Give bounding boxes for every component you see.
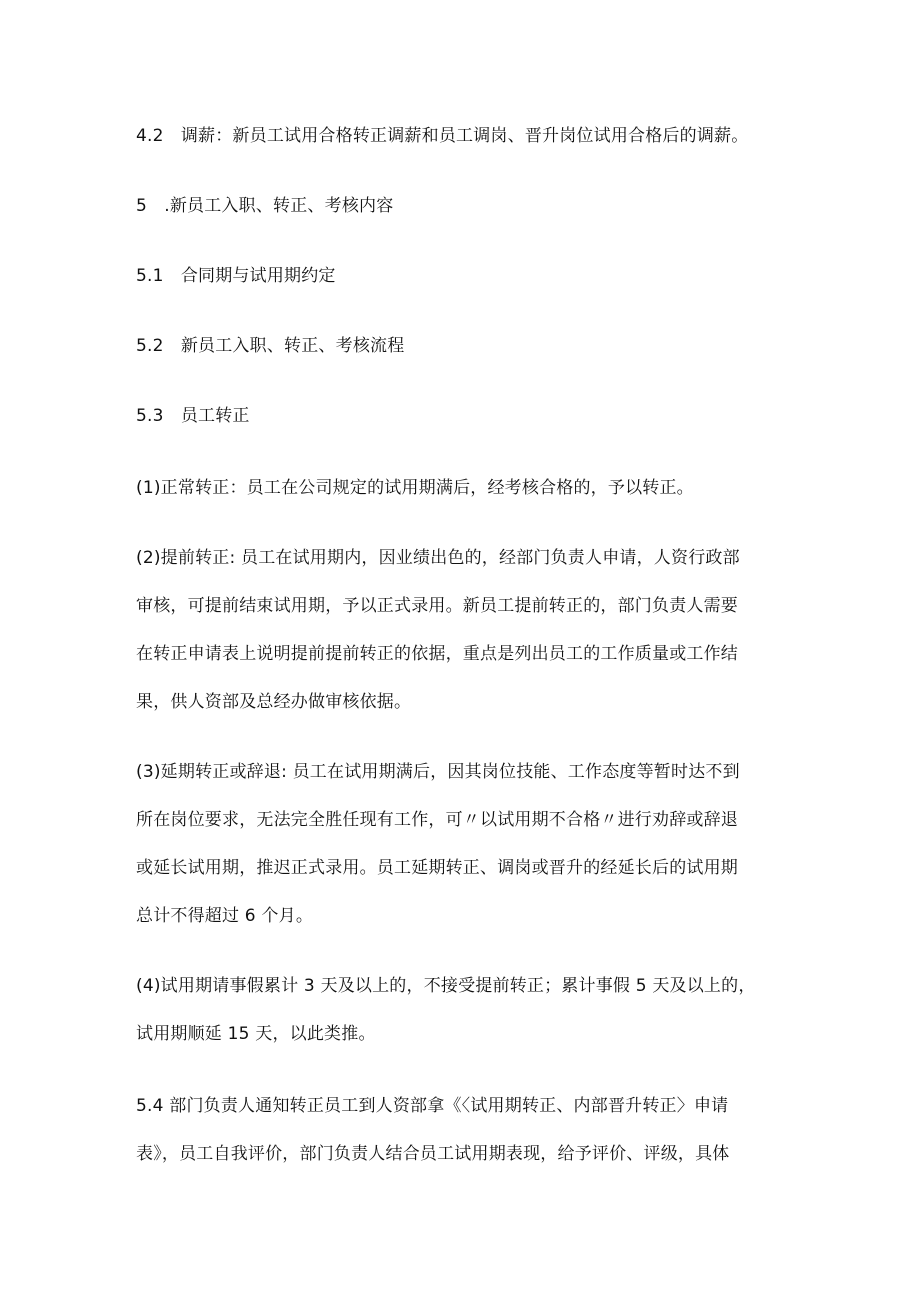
- paragraph-4-line-2: 试用期顺延 15 天，以此类推。: [136, 1024, 376, 1044]
- section-4-2-line-1: 4.2 调薪：新员工试用合格转正调薪和员工调岗、晋升岗位试用合格后的调薪。: [136, 126, 749, 146]
- paragraph-3-line-3: 或延长试用期，推迟正式录用。员工延期转正、调岗或晋升的经延长后的试用期: [136, 858, 738, 878]
- section-5-heading: 5 .新员工入职、转正、考核内容: [136, 196, 394, 216]
- paragraph-2-line-4: 果，供人资部及总经办做审核依据。: [136, 692, 412, 712]
- section-5-1-heading: 5.1 合同期与试用期约定: [136, 266, 336, 286]
- paragraph-2-line-2: 审核，可提前结束试用期，予以正式录用。新员工提前转正的，部门负责人需要: [136, 596, 738, 616]
- section-5-4-line-1: 5.4 部门负责人通知转正员工到人资部拿《〈试用期转正、内部晋升转正〉申请: [136, 1096, 729, 1116]
- paragraph-2-line-1: (2)提前转正: 员工在试用期内，因业绩出色的，经部门负责人申请，人资行政部: [136, 548, 740, 568]
- section-5-2-heading: 5.2 新员工入职、转正、考核流程: [136, 336, 405, 356]
- paragraph-4-line-1: (4)试用期请事假累计 3 天及以上的，不接受提前转正；累计事假 5 天及以上的，: [136, 976, 756, 996]
- section-5-3-heading: 5.3 员工转正: [136, 406, 250, 426]
- paragraph-1-line-1: (1)正常转正：员工在公司规定的试用期满后，经考核合格的，予以转正。: [136, 478, 694, 498]
- section-5-4-line-2: 表》，员工自我评价，部门负责人结合员工试用期表现，给予评价、评级，具体: [136, 1144, 730, 1164]
- paragraph-3-line-2: 所在岗位要求，无法完全胜任现有工作，可〃以试用期不合格〃进行劝辞或辞退: [136, 810, 738, 830]
- paragraph-3-line-1: (3)延期转正或辞退: 员工在试用期满后，因其岗位技能、工作态度等暂时达不到: [136, 762, 740, 782]
- paragraph-3-line-4: 总计不得超过 6 个月。: [136, 906, 314, 926]
- paragraph-2-line-3: 在转正申请表上说明提前提前转正的依据，重点是列出员工的工作质量或工作结: [136, 644, 738, 664]
